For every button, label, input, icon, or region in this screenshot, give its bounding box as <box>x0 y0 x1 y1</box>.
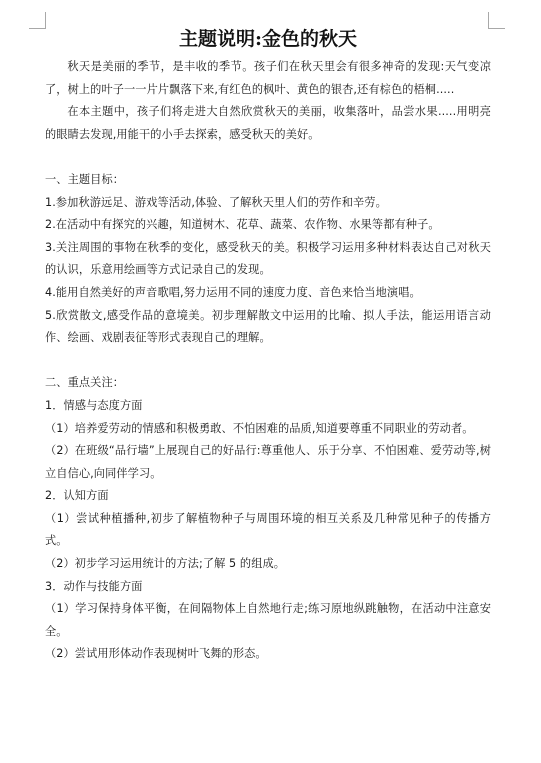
intro-paragraph-2: 在本主题中，孩子们将走进大自然欣赏秋天的美丽，收集落叶，品尝水果.....用明亮的眼睛去发现,用能干的小手去探索，感受秋天的美好。 <box>45 105 491 141</box>
goals-heading: 一、主题目标： <box>45 172 125 186</box>
intro-paragraph-1: 秋天是美丽的季节，是丰收的季节。孩子们在秋天里会有很多神奇的发现:天气变凉了，树上的叶子一一片片飘落下来,有红色的枫叶、黄色的银杏,还有棕色的梧桐..... <box>45 60 491 96</box>
document-body <box>45 26 491 666</box>
focus-item-motor-1: （1）学习保持身体平衡，在间隔物体上自然地行走;练习原地纵跳触物，在活动中注意安全。 <box>45 602 491 638</box>
focus-section-label-motor: 3．动作与技能方面 <box>45 579 143 593</box>
spacer <box>45 350 491 373</box>
focus-section-label-emotion: 1．情感与态度方面 <box>45 398 143 412</box>
page-corner-mark-top-left <box>29 12 46 29</box>
focus-section-label-cognition: 2．认知方面 <box>45 489 109 503</box>
focus-item-cognition-2: （2）初步学习运用统计的方法;了解 5 的组成。 <box>45 557 286 571</box>
focus-heading: 二、重点关注： <box>45 376 125 390</box>
goal-item-2: 2.在活动中有探究的兴趣，知道树木、花草、蔬菜、农作物、水果等都有种子。 <box>45 218 440 232</box>
focus-item-emotion-1: （1）培养爱劳动的情感和积极勇敢、不怕困难的品质,知道要尊重不同职业的劳动者。 <box>45 421 474 435</box>
goal-item-3: 3.关注周围的事物在秋季的变化，感受秋天的美。积极学习运用多种材料表达自己对秋天的认识，乐意用绘画等方式记录自己的发现。 <box>45 240 491 277</box>
goal-item-5: 5.欣赏散文,感受作品的意境美。初步理解散文中运用的比喻、拟人手法，能运用语言动作、绘画、戏剧表征等形式表现自己的理解。 <box>45 308 491 345</box>
document-title: 主题说明:金色的秋天 <box>178 28 357 50</box>
spacer <box>45 146 491 169</box>
goal-item-4: 4.能用自然美好的声音歌唱,努力运用不同的速度力度、音色来恰当地演唱。 <box>45 285 421 299</box>
goal-item-1: 1.参加秋游远足、游戏等活动,体验、了解秋天里人们的劳作和辛劳。 <box>45 195 387 209</box>
focus-item-motor-2: （2）尝试用形体动作表现树叶飞舞的形态。 <box>45 647 267 661</box>
focus-item-emotion-2: （2）在班级“品行墙”上展现自己的好品行:尊重他人、乐于分享、不怕困难、爱劳动等,树立自信心,向同伴学习。 <box>45 444 491 480</box>
focus-item-cognition-1: （1）尝试种植播种,初步了解植物种子与周围环境的相互关系及几种常见种子的传播方式。 <box>45 511 491 548</box>
